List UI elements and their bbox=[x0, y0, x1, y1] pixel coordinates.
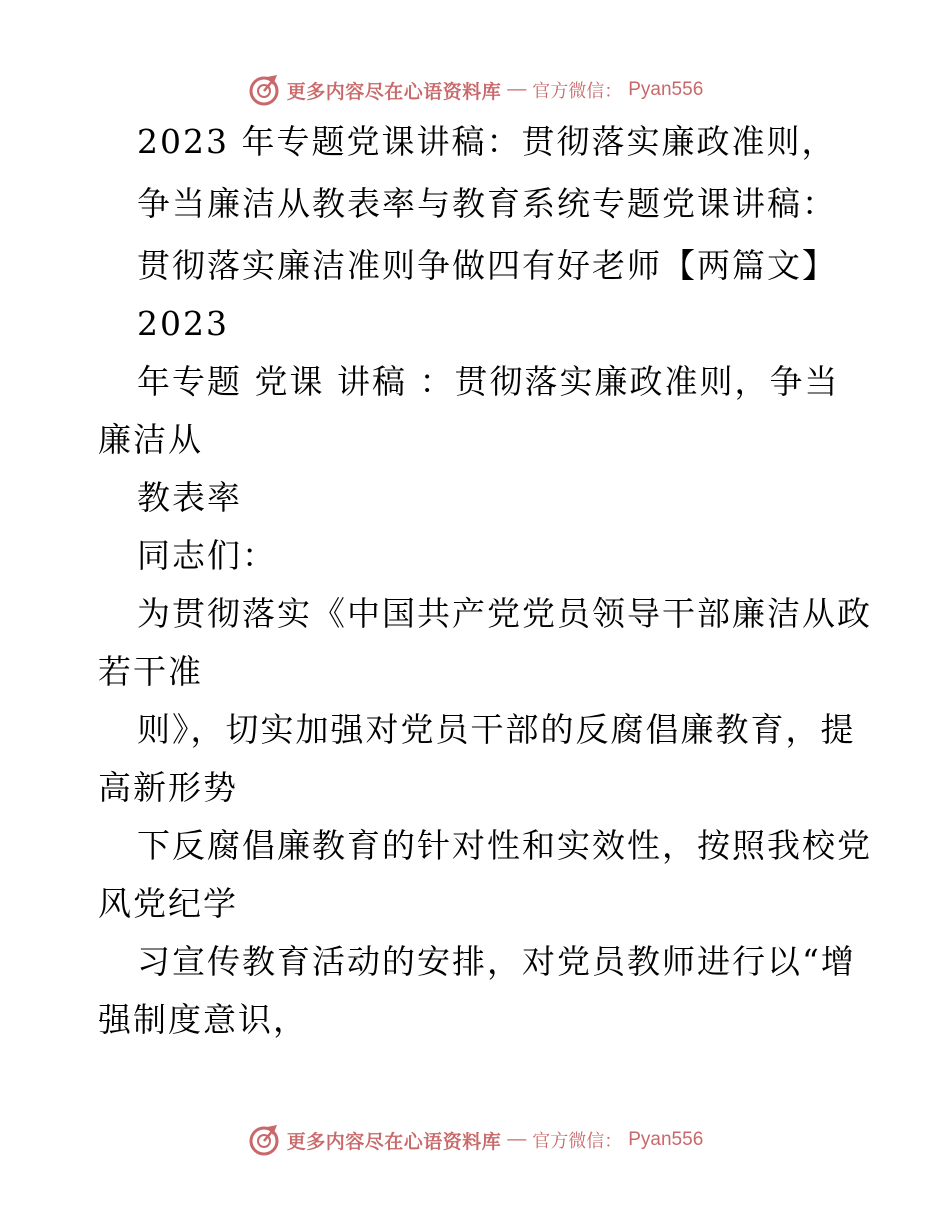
text-line: 强制度意识， bbox=[98, 1000, 308, 1039]
brand-logo-icon bbox=[247, 73, 281, 107]
text-line: 下反腐倡廉教育的针对性和实效性，按照我校党 bbox=[137, 826, 872, 865]
brand-logo-icon bbox=[247, 1123, 281, 1157]
text-line: 争当廉洁从教表率与教育系统专题党课讲稿： bbox=[137, 184, 837, 223]
header-wechat-id: Pyan556 bbox=[628, 79, 704, 100]
header-brand-text: 更多内容尽在心语资料库 bbox=[286, 80, 502, 103]
text-line: 贯彻落实廉洁准则争做四有好老师【两篇文】 bbox=[137, 246, 837, 285]
footer-dash: — bbox=[507, 1129, 527, 1150]
footer-brand-text: 更多内容尽在心语资料库 bbox=[286, 1130, 502, 1153]
text-line: 廉洁从 bbox=[98, 420, 203, 459]
header-banner bbox=[0, 70, 950, 110]
footer-wechat-label: 官方微信： bbox=[532, 1131, 623, 1152]
text-line: 年专题 党课 讲稿 ：贯彻落实廉政准则，争当 bbox=[137, 362, 840, 401]
text-line: 风党纪学 bbox=[98, 884, 238, 923]
text-line: 则》，切实加强对党员干部的反腐倡廉教育，提 bbox=[137, 710, 856, 749]
text-line: 若干准 bbox=[98, 652, 203, 691]
header-dash: — bbox=[507, 79, 527, 100]
header-wechat-label: 官方微信： bbox=[532, 81, 623, 102]
text-line: 习宣传教育活动的安排，对党员教师进行以“增 bbox=[137, 942, 856, 981]
text-line: 2023 年专题党课讲稿：贯彻落实廉政准则， bbox=[137, 122, 837, 161]
text-line: 为贯彻落实《中国共产党党员领导干部廉洁从政 bbox=[137, 594, 872, 633]
footer-banner bbox=[0, 1120, 950, 1160]
text-line: 2023 bbox=[137, 304, 229, 343]
text-line: 同志们： bbox=[137, 536, 277, 575]
text-line: 教表率 bbox=[137, 478, 242, 517]
footer-wechat-id: Pyan556 bbox=[628, 1129, 704, 1150]
text-line: 高新形势 bbox=[98, 768, 238, 807]
